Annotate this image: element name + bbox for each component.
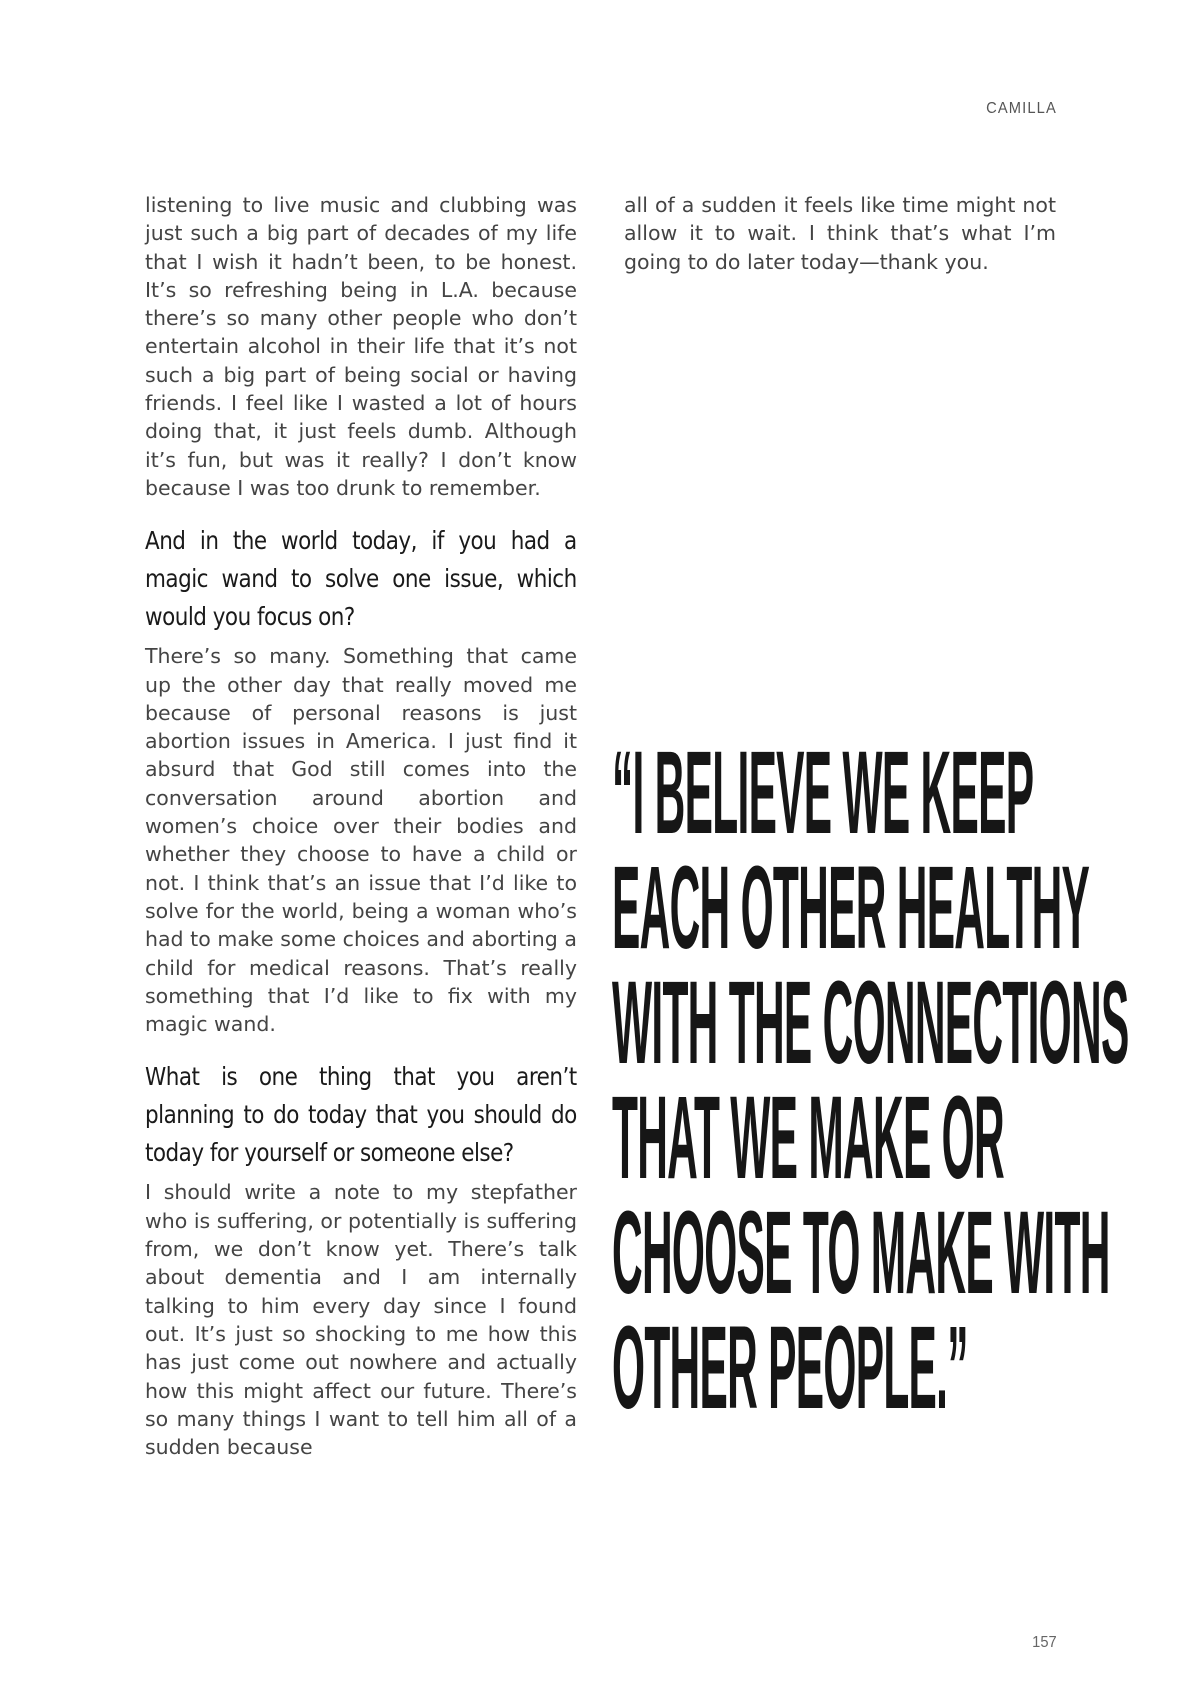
pull-quote-line: THAT WE MAKE OR	[612, 1072, 1004, 1204]
interview-question-2: What is one thing that you aren’t planning to do today that you should do today for yourself or someone else?	[145, 1062, 577, 1168]
body-paragraph-2: There’s so many. Something that came up the other day that really moved me because of personal reasons is just abortion issues in America. I just find it absurd that God still comes into the conversation around abortion and women’s choice over their bodies and whether they choose to have a child or not. I think that’s an issue that I’d like to solve for the world, being a woman who’s had to make some choices and aborting a child for medical reasons. That’s really something that I’d like to fix with my magic wand.	[145, 644, 577, 1037]
interview-question-1: And in the world today, if you had a magic wand to solve one issue, which would you focus on?	[145, 526, 577, 632]
body-paragraph-1: listening to live music and clubbing was just such a big part of decades of my life that I wish it hadn’t been, to be honest. It’s so refreshing being in L.A. because there’s so many other people who don’t entertain alcohol in their life that it’s not such a big part of being social or having friends. I feel like I wasted a lot of hours doing that, it just feels dumb. Although it’s fun, but was it really? I don’t know because I was too drunk to remember.	[145, 193, 577, 500]
pull-quote-line: OTHER PEOPLE.”	[612, 1302, 968, 1434]
pull-quote-line: “I BELIEVE WE KEEP	[612, 727, 1034, 859]
page-number: 157	[1032, 1634, 1057, 1651]
right-column	[624, 191, 1056, 276]
body-paragraph-continued: all of a sudden it feels like time might not allow it to wait. I think that’s what I’m going to do later today—thank you.	[624, 193, 1056, 274]
pull-quote	[612, 727, 1129, 1434]
pull-quote-line: WITH THE CONNECTIONS	[612, 957, 1129, 1089]
running-header: CAMILLA	[986, 100, 1057, 117]
pull-quote-line: CHOOSE TO MAKE WITH	[612, 1187, 1110, 1319]
body-paragraph-3: I should write a note to my stepfather who is suffering, or potentially is suffering from, we don’t know yet. There’s talk about dementia and I am internally talking to him every day since I found out. It’s just so shocking to me how this has just come out nowhere and actually how this might affect our future. There’s so many things I want to tell him all of a sudden because	[145, 1180, 577, 1460]
left-column	[145, 191, 577, 1461]
pull-quote-line: EACH OTHER HEALTHY	[612, 842, 1090, 974]
